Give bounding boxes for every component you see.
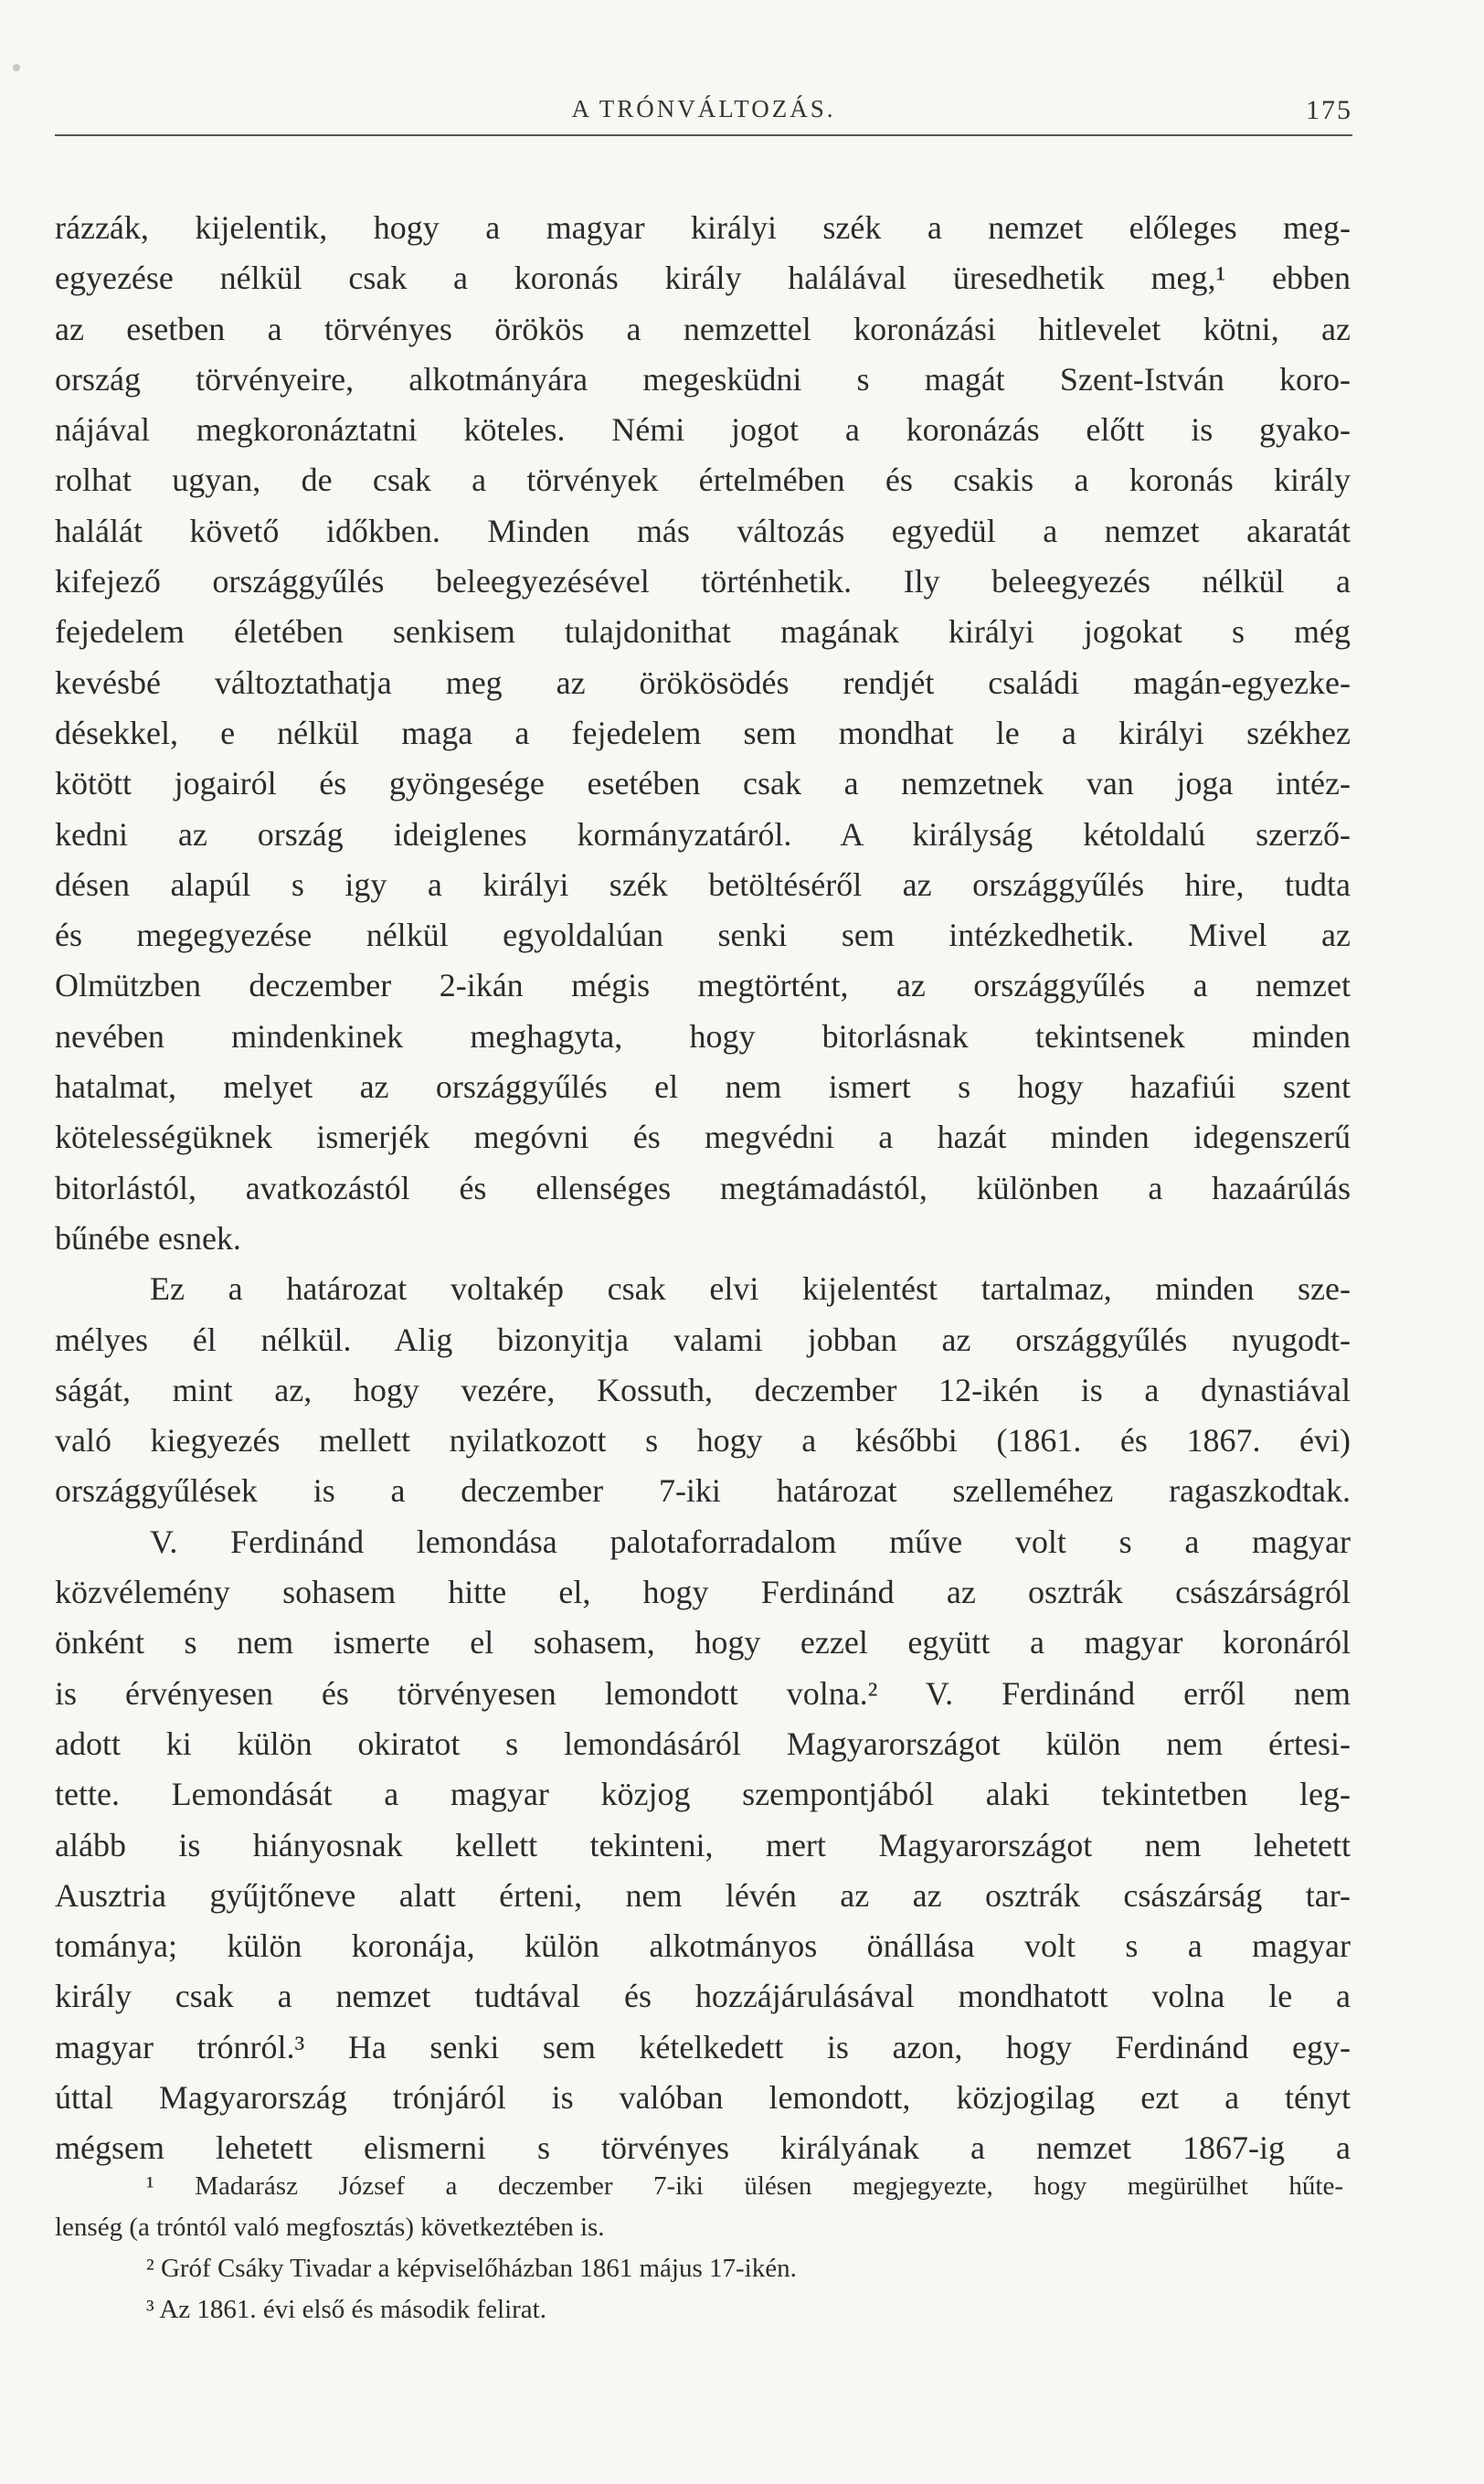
text-line: kifejező országgyűlés beleegyezésével történhetik. Ily beleegyezés nélkül a: [55, 563, 1351, 600]
footnote-3: ³ Az 1861. évi első és második felirat.: [146, 2295, 546, 2324]
text-line: egyezése nélkül csak a koronás király halálával üresedhetik meg,¹ ebben: [55, 260, 1351, 297]
main-text: [55, 203, 1351, 2174]
text-line: kedni az ország ideiglenes kormányzatáról. A királyság kétoldalú szerző-: [55, 815, 1351, 853]
text-line: hatalmat, melyet az országgyűlés el nem ismert s hogy hazafiúi szent: [55, 1068, 1351, 1106]
text-line: király csak a nemzet tudtával és hozzájárulásával mondhatott volna le a: [55, 1978, 1351, 2015]
text-line: désekkel, e nélkül maga a fejedelem sem mondhat le a királyi székhez: [55, 714, 1351, 751]
text-line: magyar trónról.³ Ha senki sem kételkedett is azon, hogy Ferdinánd egy-: [55, 2028, 1351, 2065]
text-line: rázzák, kijelentik, hogy a magyar királyi szék a nemzet előleges meg-: [55, 209, 1351, 246]
footnote-1: ¹ Madarász József a deczember 7-iki ülésen megjegyezte, hogy megürülhet hűte-: [146, 2171, 1343, 2201]
text-line: tette. Lemondását a magyar közjog szempontjából alaki tekintetben leg-: [55, 1776, 1351, 1813]
header-rule: [55, 134, 1352, 136]
text-line: fejedelem életében senkisem tulajdonithat magának királyi jogokat s még: [55, 613, 1351, 651]
text-line: kötelességüknek ismerjék megóvni és megvédni a hazát minden idegenszerű: [55, 1119, 1351, 1156]
running-head: [55, 95, 1352, 132]
text-line: halálát követő időkben. Minden más változás egyedül a nemzet akaratát: [55, 512, 1351, 549]
chapter-title: A TRÓNVÁLTOZÁS.: [571, 95, 836, 122]
text-line: ságát, mint az, hogy vezére, Kossuth, deczember 12-ikén is a dynastiával: [55, 1371, 1351, 1408]
footnote-1-continued: lenség (a tróntól való megfosztás) következtében is.: [55, 2213, 605, 2242]
text-line: önként s nem ismerte el sohasem, hogy ezzel együtt a magyar koronáról: [55, 1624, 1351, 1661]
text-line: désen alapúl s igy a királyi szék betöltéséről az országgyűlés hire, tudta: [55, 865, 1351, 903]
footnote-2: ² Gróf Csáky Tivadar a képviselőházban 1861 május 17-ikén.: [146, 2254, 797, 2283]
text-line: adott ki külön okiratot s lemondásáról Magyarországot külön nem értesi-: [55, 1725, 1351, 1762]
page-number: 175: [1306, 95, 1352, 125]
text-line: kevésbé változtathatja meg az örökösödés rendjét családi magán-egyezke-: [55, 663, 1351, 701]
text-line: bitorlástól, avatkozástól és ellenséges megtámadástól, különben a hazaárúlás: [55, 1169, 1351, 1206]
footnotes: [55, 2166, 1343, 2330]
text-line: nevében mindenkinek meghagyta, hogy bitorlásnak tekintsenek minden: [55, 1017, 1351, 1055]
text-line: országgyűlések is a deczember 7-iki határozat szelleméhez ragaszkodtak.: [55, 1472, 1351, 1510]
paragraph-start-line: Ez a határozat voltakép csak elvi kijelentést tartalmaz, minden sze-: [150, 1270, 1351, 1308]
text-line: mégsem lehetett elismerni s törvényes királyának a nemzet 1867-ig a: [55, 2129, 1351, 2167]
text-line: közvélemény sohasem hitte el, hogy Ferdinánd az osztrák császárságról: [55, 1574, 1351, 1611]
text-line: alább is hiányosnak kellett tekinteni, mert Magyarországot nem lehetett: [55, 1826, 1351, 1863]
text-line: rolhat ugyan, de csak a törvények értelmében és csakis a koronás király: [55, 462, 1351, 499]
text-line: mélyes él nélkül. Alig bizonyitja valami jobban az országgyűlés nyugodt-: [55, 1321, 1351, 1358]
text-line: kötött jogairól és gyöngesége esetében csak a nemzetnek van joga intéz-: [55, 765, 1351, 802]
text-line: tománya; külön koronája, külön alkotmányos önállása volt s a magyar: [55, 1927, 1351, 1965]
text-line: Olmützben deczember 2-ikán mégis megtörtént, az országgyűlés a nemzet: [55, 967, 1351, 1004]
paragraph-start-line: V. Ferdinánd lemondása palotaforradalom műve volt s a magyar: [150, 1523, 1351, 1560]
text-line: bűnébe esnek.: [55, 1219, 241, 1257]
text-line: nájával megkoronáztatni köteles. Némi jogot a koronázás előtt is gyako-: [55, 411, 1351, 449]
text-line: úttal Magyarország trónjáról is valóban lemondott, közjogilag ezt a tényt: [55, 2078, 1351, 2116]
text-line: is érvényesen és törvényesen lemondott volna.² V. Ferdinánd erről nem: [55, 1674, 1351, 1712]
text-line: való kiegyezés mellett nyilatkozott s hogy a későbbi (1861. és 1867. évi): [55, 1422, 1351, 1460]
text-line: Ausztria gyűjtőneve alatt érteni, nem lévén az az osztrák császárság tar-: [55, 1876, 1351, 1914]
text-line: és megegyezése nélkül egyoldalúan senki sem intézkedhetik. Mivel az: [55, 917, 1351, 954]
text-line: az esetben a törvényes örökös a nemzettel koronázási hitlevelet kötni, az: [55, 310, 1351, 347]
paper-speck: [13, 64, 20, 71]
text-line: ország törvényeire, alkotmányára megesküdni s magát Szent-István koro-: [55, 360, 1351, 398]
